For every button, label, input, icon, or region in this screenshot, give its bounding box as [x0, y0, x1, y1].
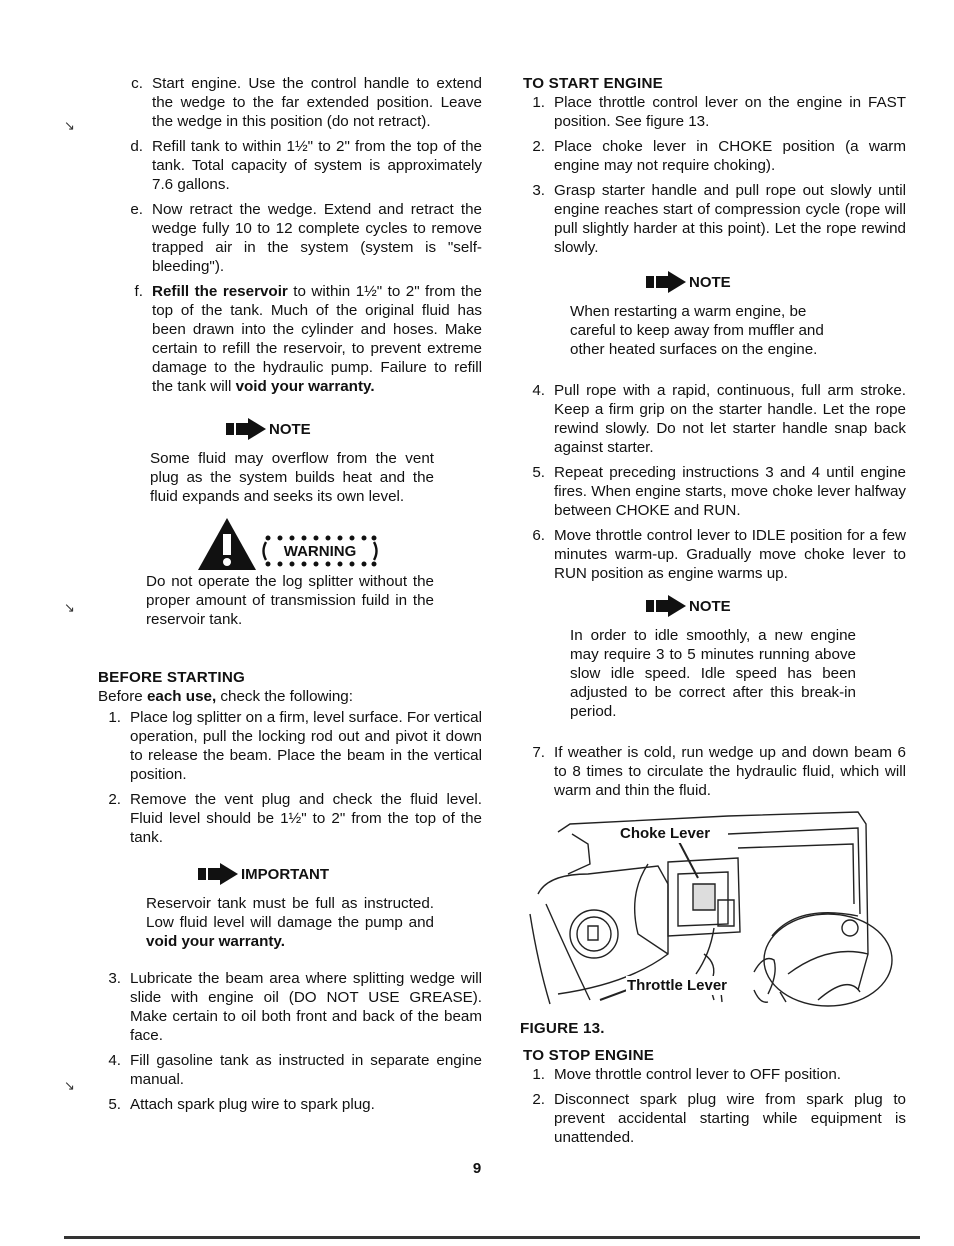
warning-triangle-icon	[198, 518, 256, 570]
item-marker: 3.	[532, 182, 545, 199]
list-item	[98, 282, 482, 396]
item-marker: 1.	[532, 94, 545, 111]
item-marker: 1.	[108, 709, 121, 726]
item-text: Start engine. Use the control handle to extend the wedge to the far extended position. Leave the wedge in this position (do not retract).	[152, 75, 482, 130]
important-callout	[146, 863, 434, 951]
item-marker: 2.	[532, 1091, 545, 1108]
item-marker: 5.	[108, 1096, 121, 1113]
list-item	[520, 463, 906, 520]
list-item	[98, 200, 482, 276]
item-marker: 2.	[108, 791, 121, 808]
list-item	[98, 708, 482, 784]
list-item	[520, 381, 906, 457]
item-marker: c.	[131, 75, 143, 92]
list-item	[520, 1065, 906, 1084]
list-item	[520, 743, 906, 800]
figure-caption-text: FIGURE 13.	[520, 1020, 605, 1037]
list-item	[520, 137, 906, 175]
important-arrow-icon	[198, 863, 240, 885]
item-marker: f.	[134, 283, 143, 300]
bold-tail: void your warranty.	[235, 378, 375, 395]
item-text: Attach spark plug wire to spark plug.	[130, 1096, 375, 1113]
stop-engine-section	[520, 1046, 906, 1153]
engine-figure	[528, 804, 898, 1010]
note-arrow-icon	[226, 418, 268, 440]
item-text: Remove the vent plug and check the fluid level. Fluid level should be 1½" to 2" from the top of the tank.	[130, 791, 482, 846]
before-starting-section	[98, 668, 482, 1114]
important-label: IMPORTANT	[241, 865, 330, 883]
item-text: Place throttle control lever on the engine in FAST position. See figure 13.	[554, 94, 906, 130]
note-arrow-icon	[646, 595, 688, 617]
note-callout	[570, 595, 856, 721]
section-heading: TO START ENGINE	[523, 75, 663, 92]
note-arrow-icon	[646, 271, 688, 293]
item-marker: 3.	[108, 970, 121, 987]
intro-text: Before	[98, 688, 147, 705]
section-intro	[98, 687, 482, 706]
item-marker: 5.	[532, 464, 545, 481]
important-text-bold: void your warranty.	[146, 933, 285, 950]
figure-caption	[520, 1019, 605, 1038]
item-marker: 6.	[532, 527, 545, 544]
note-label: NOTE	[689, 597, 731, 615]
warning-text: Do not operate the log splitter without the proper amount of transmission fuild in the reservoir tank.	[146, 573, 434, 628]
item-text: Now retract the wedge. Extend and retract the wedge fully 10 to 12 complete cycles to remove trapped air in the system (system is "self-bleeding").	[152, 201, 482, 275]
item-text: Fill gasoline tank as instructed in separate engine manual.	[130, 1052, 482, 1088]
item-text	[152, 282, 482, 396]
item-marker: 4.	[108, 1052, 121, 1069]
item-text: Place log splitter on a firm, level surface. For vertical operation, pull the locking rod out and pivot it down to release the beam. Place the beam in the vertical position.	[130, 709, 482, 783]
section-heading: TO STOP ENGINE	[523, 1047, 655, 1064]
list-item	[98, 137, 482, 194]
right-column	[520, 74, 906, 806]
item-text: Pull rope with a rapid, continuous, full arm stroke. Keep a firm grip on the starter handle. Let the rope rewind slowly. Do not let starter handle snap back against starter.	[554, 382, 906, 456]
list-item	[98, 1051, 482, 1089]
intro-bold: each use,	[146, 688, 217, 705]
note-label: NOTE	[269, 420, 311, 438]
item-marker: 4.	[532, 382, 545, 399]
item-text: Move throttle control lever to IDLE position for a few minutes warm-up. Gradually move choke lever to RUN position as engine warms up.	[554, 527, 906, 582]
list-item	[520, 181, 906, 257]
item-text: Repeat preceding instructions 3 and 4 until engine fires. When engine starts, move choke lever halfway between CHOKE and RUN.	[554, 464, 906, 519]
list-item	[98, 1095, 482, 1114]
bold-lead: Refill the reservoir	[152, 283, 288, 300]
section-heading: BEFORE STARTING	[98, 669, 245, 686]
list-item	[520, 526, 906, 583]
bottom-rule	[64, 1236, 920, 1239]
throttle-lever-label: Throttle Lever	[627, 977, 728, 994]
note-label: NOTE	[689, 273, 731, 291]
item-text: Lubricate the beam area where splitting wedge will slide with engine oil (DO NOT USE GREASE). Make certain to oil both front and back of the beam face.	[130, 970, 482, 1044]
item-marker: 2.	[532, 138, 545, 155]
note-text: Some fluid may overflow from the vent plug as the system builds heat and the fluid expands and seeks its own level.	[150, 450, 434, 505]
list-item	[98, 969, 482, 1045]
note-text: When restarting a warm engine, be careful to keep away from muffler and other heated surfaces on the engine.	[570, 303, 824, 358]
list-item	[98, 790, 482, 847]
important-text	[146, 894, 434, 951]
intro-text: check the following:	[216, 688, 353, 705]
page-number: 9	[472, 1160, 482, 1177]
note-callout	[570, 271, 856, 359]
warning-label: WARNING	[283, 543, 357, 560]
item-text: Grasp starter handle and pull rope out slowly until engine reaches start of compression cycle (rope will pull slightly harder at this point). Let the rope rewind slowly.	[554, 182, 906, 256]
important-text-main: Reservoir tank must be full as instructed. Low fluid level will damage the pump and	[146, 895, 434, 931]
item-text: If weather is cold, run wedge up and down beam 6 to 8 times to circulate the hydraulic fluid, which will warm and thin the fluid.	[554, 744, 906, 799]
item-marker: d.	[130, 138, 143, 155]
item-marker: e.	[130, 201, 143, 218]
item-text: Disconnect spark plug wire from spark plug to prevent accidental starting while equipment is unattended.	[554, 1091, 906, 1146]
item-text: Refill tank to within 1½" to 2" from the top of the tank. Total capacity of system is approximately 7.6 gallons.	[152, 138, 482, 193]
warning-badge	[260, 534, 380, 568]
list-item	[520, 1090, 906, 1147]
margin-mark: ↘	[64, 1078, 75, 1093]
note-callout	[150, 418, 434, 506]
list-item	[520, 93, 906, 131]
list-item	[98, 74, 482, 131]
choke-lever-label: Choke Lever	[620, 825, 711, 842]
item-marker: 1.	[532, 1066, 545, 1083]
left-column	[98, 74, 482, 1120]
item-text: Move throttle control lever to OFF position.	[554, 1066, 841, 1083]
item-text: Place choke lever in CHOKE position (a warm engine may not require choking).	[554, 138, 906, 174]
item-marker: 7.	[532, 744, 545, 761]
margin-mark: ↘	[64, 600, 75, 615]
margin-mark: ↘	[64, 118, 75, 133]
item-text-mid: to within 1½" to 2" from the top of the tank. Much of the original fluid has been drawn into the cylinder and hoses. Make certain to refill the reservoir, to prevent extreme damage to the hydraulic pump. Failure to refill the tank will	[152, 283, 482, 395]
warning-callout	[146, 518, 434, 629]
note-text: In order to idle smoothly, a new engine may require 3 to 5 minutes running above slow idle speed. Idle speed has been adjusted to be correct after this break-in period.	[570, 627, 856, 720]
